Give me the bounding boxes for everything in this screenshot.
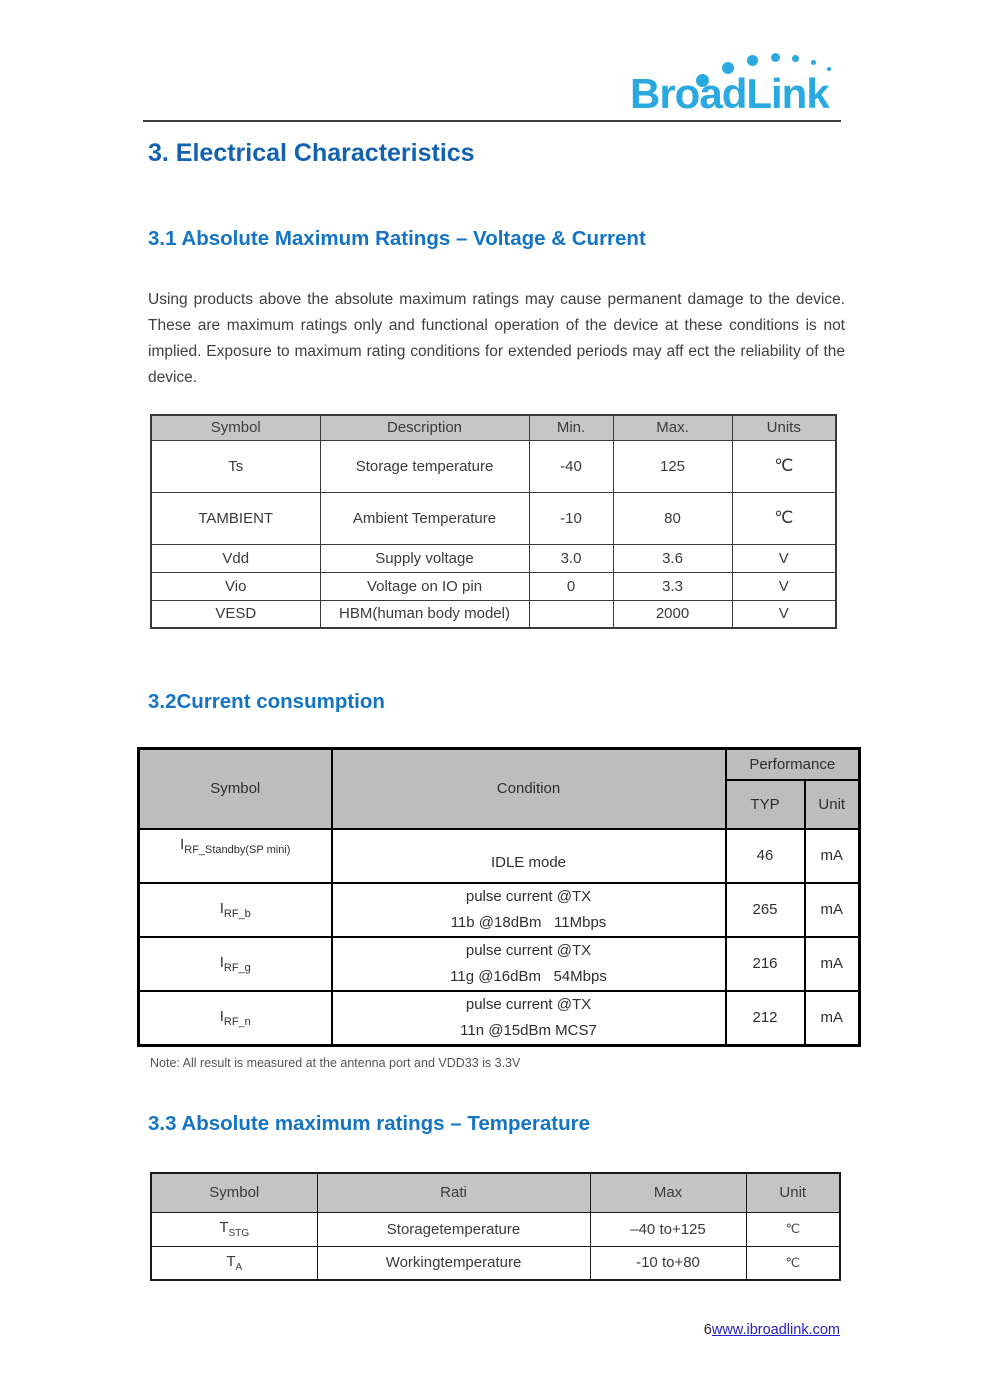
cell-symbol: Vdd xyxy=(151,544,320,572)
cell-description: Storage temperature xyxy=(320,440,529,492)
symbol-main: T xyxy=(219,1219,229,1236)
cell-unit: mA xyxy=(805,829,860,883)
cell-max: 3.3 xyxy=(613,572,732,600)
logo-dot-icon xyxy=(792,55,799,62)
cell-rating: Workingtemperature xyxy=(317,1246,590,1280)
cell-description: Ambient Temperature xyxy=(320,492,529,544)
cell-symbol xyxy=(151,1212,317,1246)
symbol-sub: RF_b xyxy=(223,907,251,920)
cell-unit: ℃ xyxy=(746,1246,840,1280)
symbol-main: I xyxy=(219,899,224,917)
footer-link[interactable]: www.ibroadlink.com xyxy=(711,1322,840,1338)
cell-max: -10 to+80 xyxy=(590,1246,746,1280)
table-row xyxy=(151,440,836,492)
cell-units: V xyxy=(732,572,836,600)
page-footer xyxy=(704,1322,840,1338)
cell-units: ℃ xyxy=(732,492,836,544)
temperature-ratings-table xyxy=(150,1172,841,1281)
header-cell: Rati xyxy=(317,1173,590,1212)
cell-condition xyxy=(332,829,726,883)
condition-line1: pulse current @TX xyxy=(465,995,592,1013)
cell-units: ℃ xyxy=(732,440,836,492)
condition-line2: 11b @18dBm 11Mbps xyxy=(450,913,607,931)
cell-typ: 46 xyxy=(726,829,805,883)
table-row xyxy=(151,1246,840,1280)
cell-symbol: TAMBIENT xyxy=(151,492,320,544)
cell-condition xyxy=(332,883,726,937)
cell-unit: mA xyxy=(805,883,860,937)
header-cell: Symbol xyxy=(151,1173,317,1212)
header-cell: Min. xyxy=(529,415,613,440)
symbol-main: I xyxy=(219,953,224,971)
cell-symbol: Vio xyxy=(151,572,320,600)
cell-unit: ℃ xyxy=(746,1212,840,1246)
header-cell-unit: Unit xyxy=(805,780,860,829)
table-row xyxy=(151,492,836,544)
header-cell: Symbol xyxy=(151,415,320,440)
table-header-row xyxy=(151,1173,840,1212)
cell-symbol xyxy=(139,937,332,991)
table-row xyxy=(139,937,860,991)
cell-max: –40 to+125 xyxy=(590,1212,746,1246)
header-cell-performance: Performance xyxy=(726,749,860,780)
cell-typ: 212 xyxy=(726,991,805,1046)
cell-unit: mA xyxy=(805,937,860,991)
cell-description: HBM(human body model) xyxy=(320,600,529,628)
symbol-main: I xyxy=(219,1007,224,1025)
table-row xyxy=(139,829,860,883)
cell-max: 80 xyxy=(613,492,732,544)
cell-symbol xyxy=(151,1246,317,1280)
cell-typ: 216 xyxy=(726,937,805,991)
cell-min: 0 xyxy=(529,572,613,600)
table-row xyxy=(151,544,836,572)
cell-description: Voltage on IO pin xyxy=(320,572,529,600)
table-row xyxy=(151,600,836,628)
header-cell-condition: Condition xyxy=(332,749,726,829)
cell-condition xyxy=(332,937,726,991)
symbol-main: T xyxy=(226,1252,236,1270)
cell-min: -40 xyxy=(529,440,613,492)
header-cell-typ: TYP xyxy=(726,780,805,829)
logo-dot-icon xyxy=(771,53,780,62)
header-cell-symbol: Symbol xyxy=(139,749,332,829)
header-cell: Description xyxy=(320,415,529,440)
cell-units: V xyxy=(732,600,836,628)
subsection-title-3-3: 3.3 Absolute maximum ratings – Temperature xyxy=(148,1112,591,1135)
cell-rating: Storagetemperature xyxy=(317,1212,590,1246)
header-cell: Unit xyxy=(746,1173,840,1212)
condition-text: IDLE mode xyxy=(490,853,567,871)
logo-wordmark: BroadLink xyxy=(630,70,829,117)
cell-min: 3.0 xyxy=(529,544,613,572)
abs-max-ratings-table xyxy=(150,414,837,629)
cell-typ: 265 xyxy=(726,883,805,937)
table-row xyxy=(139,991,860,1046)
cell-max: 2000 xyxy=(613,600,732,628)
cell-description: Supply voltage xyxy=(320,544,529,572)
symbol-main: I xyxy=(180,835,185,853)
body-paragraph: Using products above the absolute maximum ratings may cause permanent damage to the device. These are maximum ratings only and functional operation of the device at these conditions is not implied. Exposure to maximum rating conditions for extended periods may aff ect the reliability of the device. xyxy=(148,291,845,386)
table-row xyxy=(151,572,836,600)
symbol-sub: STG xyxy=(228,1228,250,1239)
table-header-row xyxy=(139,749,860,780)
cell-symbol xyxy=(139,883,332,937)
cell-symbol: Ts xyxy=(151,440,320,492)
cell-condition xyxy=(332,991,726,1046)
cell-symbol xyxy=(139,991,332,1046)
table-header-row xyxy=(151,415,836,440)
header-cell: Max xyxy=(590,1173,746,1212)
table-row xyxy=(151,1212,840,1246)
table-note: Note: All result is measured at the antenna port and VDD33 is 3.3V xyxy=(150,1056,521,1070)
header-cell: Max. xyxy=(613,415,732,440)
condition-line1: pulse current @TX xyxy=(465,941,592,959)
cell-symbol: VESD xyxy=(151,600,320,628)
subsection-title-3-1: 3.1 Absolute Maximum Ratings – Voltage & Current xyxy=(148,227,646,250)
logo-dot-icon xyxy=(747,55,758,66)
cell-max: 3.6 xyxy=(613,544,732,572)
symbol-sub: RF_Standby(SP mini) xyxy=(184,843,291,856)
symbol-sub: A xyxy=(235,1261,243,1273)
logo-dot-icon xyxy=(811,60,816,65)
symbol-sub: RF_n xyxy=(223,1015,251,1028)
cell-min: -10 xyxy=(529,492,613,544)
section-title: 3. Electrical Characteristics xyxy=(148,139,475,167)
cell-min xyxy=(529,600,613,628)
condition-line1: pulse current @TX xyxy=(465,887,592,905)
page-number: 6 xyxy=(703,1322,712,1338)
symbol-sub: RF_g xyxy=(223,961,251,974)
condition-line2: 11n @15dBm MCS7 xyxy=(460,1021,597,1039)
subsection-title-3-2: 3.2Current consumption xyxy=(148,690,385,713)
header-divider xyxy=(143,120,841,122)
cell-symbol xyxy=(139,829,332,883)
header-cell: Units xyxy=(732,415,836,440)
condition-line2: 11g @16dBm 54Mbps xyxy=(450,967,607,985)
table-row xyxy=(139,883,860,937)
cell-unit: mA xyxy=(805,991,860,1046)
current-consumption-table xyxy=(137,747,861,1047)
broadlink-logo xyxy=(630,50,845,118)
cell-units: V xyxy=(732,544,836,572)
cell-max: 125 xyxy=(613,440,732,492)
